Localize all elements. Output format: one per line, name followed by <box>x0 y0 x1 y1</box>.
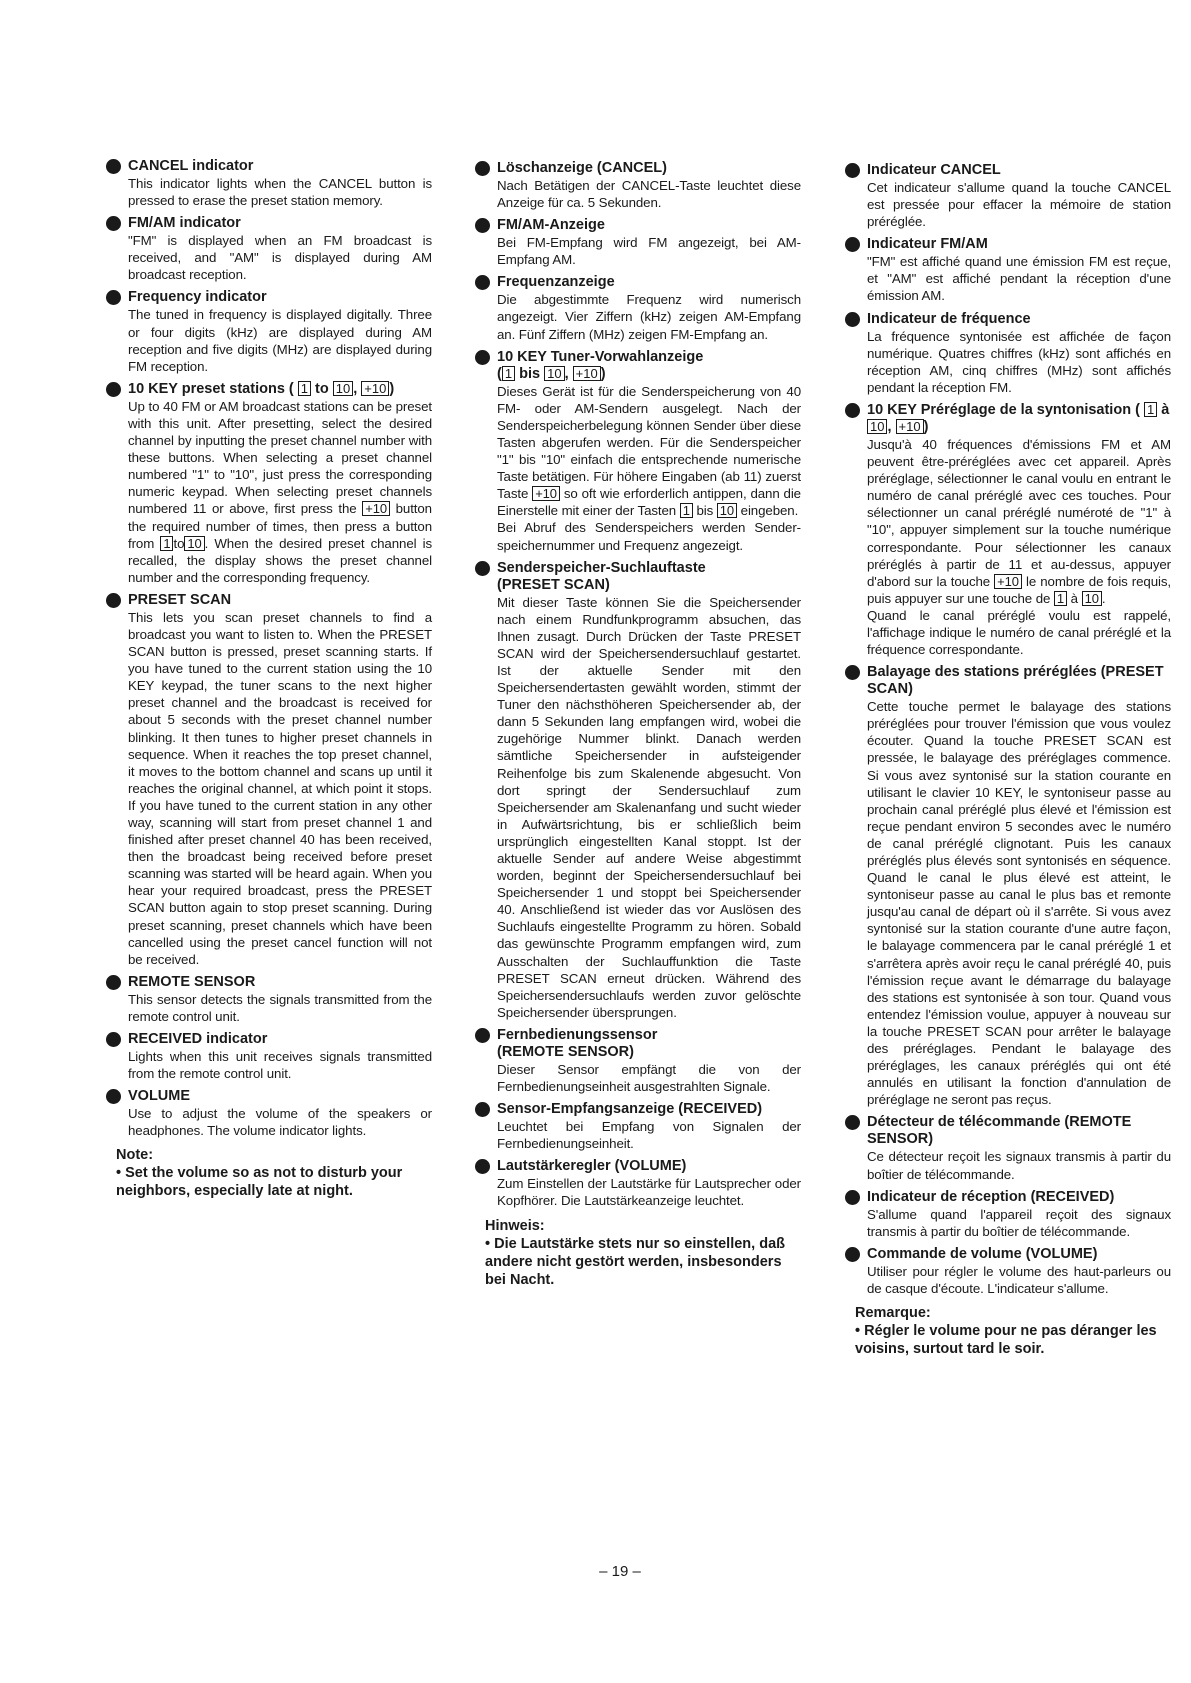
section-body <box>867 436 1171 658</box>
title-part: , <box>564 365 569 382</box>
key-plus10-icon: +10 <box>532 486 560 501</box>
title-part: ( <box>497 365 502 382</box>
en-fmam-indicator-section <box>106 215 432 283</box>
note-title: Remarque: <box>855 1304 931 1321</box>
key-1-icon: 1 <box>1054 591 1067 606</box>
title-part: , <box>353 380 358 397</box>
title-part: bis <box>519 365 541 382</box>
key-10-icon: 10 <box>867 419 887 434</box>
note-title: Note: <box>116 1147 154 1164</box>
note-text: • Set the volume so as not to disturb your neighbors, especially late at night. <box>116 1165 403 1200</box>
section-body: Ce détecteur reçoit les signaux transmis à partir du boîtier de télécommande. <box>867 1149 1171 1182</box>
german-column <box>475 160 801 1289</box>
title-line: Fernbedienungssensor <box>497 1026 658 1043</box>
section-body: Die abgestimmte Frequenz wird numerisch angezeigt. Vier Ziffern (kHz) zeigen AM-Empfang an. Fünf Ziffern (MHz) zeigen FM-Empfang an. <box>497 292 801 342</box>
body-part: Jusqu'à 40 fréquences d'émissions FM et AM peuvent être-préréglées avec cet appareil. Après préréglage, sélectionner le canal voulu en entrant le numéro de canal préréglé avec ces touches. Pour sélectionner un canal préréglé numéroté de "1" à "10", appuyer simplement sur la touche numérique correspondante. Pour sélectionner les canaux préréglés à partir de 11 et au-dessus, appuyer d'abord sur la touche <box>867 436 1171 589</box>
section-title: Sensor-Empfangsanzeige (RECEIVED) <box>497 1101 763 1118</box>
section-title: REMOTE SENSOR <box>128 973 256 990</box>
fr-remote-sensor-section <box>845 1114 1171 1182</box>
key-plus10-icon: +10 <box>573 366 601 381</box>
bullet-icon <box>106 159 121 174</box>
section-body: La fréquence syntonisée est affichée de façon numérique. Quatres chiffres (kHz) sont affichés en réception AM, cinq chiffres (MHz) sont affichés pendant la réception FM. <box>867 328 1171 395</box>
bullet-icon <box>845 665 860 680</box>
section-title: FM/AM-Anzeige <box>497 217 605 234</box>
de-preset-scan-section <box>475 560 801 1021</box>
english-column <box>106 158 432 1200</box>
key-plus10-icon: +10 <box>896 419 924 434</box>
bullet-icon <box>106 1032 121 1047</box>
body-part: so oft wie erforderlich antippen, dann die Einerstelle mit einer der Tasten <box>497 486 801 519</box>
section-body: Cette touche permet le balayage des stations préréglées pour trouver l'émission que vous voulez écouter. Quand la touche PRESET SCAN est pressée, le balayage des préréglages commence. Si vous avez syntonisé sur la station courante en utilisant le clavier 10 KEY, le syntoniseur passe au prochain canal préréglé plus élevé et l'émission est reçue pendant environ 5 secondes avec le numéro de canal préréglé clignotant. Puis les canaux préréglés plus élevés sont syntonisés en séquence. Quand le canal le plus élevé est atteint, le syntoniseur passe au canal le plus bas et remonte jusqu'au canal de départ où il s'arrête. Si vous avez syntonisé sur la station courante d'une autre façon, le balayage commencera par le canal préréglé 1 et s'arrêtera après avoir reçu le canal préréglé 40, puis l'émission reçue avant le démarrage du balayage des stations est syntonisée à son tour. Quand vous entendez l'émission voulue, appuyer à nouveau sur la touche PRESET SCAN pour arrêter le balayage des préréglages. Pendant le balayage des préréglages, les canaux préréglés qui ont été annulés en utilisant la fonction d'annulation de préréglage ne seront pas reçus. <box>867 699 1171 1108</box>
bullet-icon <box>475 1028 490 1043</box>
title-part: ) <box>389 380 395 397</box>
de-fmam-indicator-section <box>475 217 801 268</box>
title-line: (REMOTE SENSOR) <box>497 1043 634 1060</box>
section-title <box>497 349 801 383</box>
section-body: Cet indicateur s'allume quand la touche CANCEL est pressée pour effacer la mémoire de station préréglée. <box>867 180 1171 230</box>
fr-10key-section <box>845 402 1171 658</box>
bullet-icon <box>475 161 490 176</box>
bullet-icon <box>845 163 860 178</box>
section-title <box>497 560 801 594</box>
section-body: This sensor detects the signals transmitted from the remote control unit. <box>128 991 432 1024</box>
body-part: Quand le canal préréglé voulu est rappelé, l'affichage indique le numéro de canal préréglé et la fréquence correspondante. <box>867 607 1171 658</box>
key-10-icon: 10 <box>184 536 204 551</box>
bullet-icon <box>845 1115 860 1130</box>
key-1-icon: 1 <box>680 503 693 518</box>
note-text: • Régler le volume pour ne pas déranger les voisins, surtout tard le soir. <box>855 1322 1157 1357</box>
body-part: Bei Abruf des Senderspeichers werden Sender-speichernummer und Frequenz angezeigt. <box>497 520 801 553</box>
section-body: Mit dieser Taste können Sie die Speichersender nach einem Rundfunkprogramm absuchen, das Ihnen zusagt. Durch Drücken der Taste PRESET SCAN wird der Speichersendersuchlauf gestartet. Ist der aktuelle Sender mit den Speichersendertasten gewählt worden, stimmt der Tuner den nächsthöheren Speichersender ab, der dann 5 Sekunden lang empfangen wird, wobei die zugehörige Nummer blinkt. Danach werden sämtliche Speichersender in aufsteigender Reihenfolge bis zum Skalenende abgesucht. Von dort springt der Sendersuchlauf zum Speichersender am Skalenanfang und sucht wieder in Aufwärtsrichtung, bis er schließlich beim ursprünglich eingestellten Kanal stoppt. Ist der aktuelle Sender auf andere Weise abgestimmt worden, beginnt der Speichersendersuchlauf bei Speichersender 1 und stoppt bei Speichersender 40. Anschließend ist wieder das vor Auslösen des Suchlaufs eingestellte Programm zu hören. Sobald das gewünschte Programm empfangen wird, zum Ausschalten der Suchlauffunktion die Taste PRESET SCAN erneut drücken. Während des Speichersendersuchlaufs werden zuvor gelöschte Speichersender übersprungen. <box>497 594 801 1020</box>
section-body: "FM" is displayed when an FM broadcast is received, and "AM" is displayed during AM broadcast reception. <box>128 233 432 283</box>
fr-note <box>845 1305 1171 1358</box>
key-1-icon: 1 <box>298 381 311 396</box>
section-body: Zum Einstellen der Lautstärke für Lautsprecher oder Kopfhörer. Die Lautstärkeanzeige leuchtet. <box>497 1176 801 1209</box>
section-body <box>128 398 432 586</box>
en-frequency-indicator-section <box>106 289 432 374</box>
bullet-icon <box>106 1089 121 1104</box>
fr-frequency-indicator-section <box>845 311 1171 396</box>
key-1-icon: 1 <box>502 366 515 381</box>
title-part: ) <box>600 365 606 382</box>
bullet-icon <box>475 1159 490 1174</box>
title-part: , <box>887 418 892 435</box>
section-body: "FM" est affiché quand une émission FM est reçue, et "AM" est affiché pendant la réception d'une émission AM. <box>867 254 1171 304</box>
body-part: . When the desired preset channel is recalled, the display shows the preset channel number and the corresponding frequency. <box>128 535 432 585</box>
bullet-icon <box>106 593 121 608</box>
key-plus10-icon: +10 <box>994 574 1022 589</box>
bullet-icon <box>106 975 121 990</box>
section-body: The tuned in frequency is displayed digitally. Three or four digits (kHz) are displayed during AM reception and five digits (MHz) are displayed during FM reception. <box>128 307 432 374</box>
section-body: Dieser Sensor empfängt die von der Fernbedienungseinheit ausgestrahlten Signale. <box>497 1061 801 1095</box>
section-title: Indicateur CANCEL <box>867 162 1001 178</box>
section-body: S'allume quand l'appareil reçoit des signaux transmis à partir du boîtier de télécommande. <box>867 1206 1171 1239</box>
note-text: • Die Lautstärke stets nur so einstellen, daß andere nicht gestört werden, insbesonders bei Nacht. <box>485 1235 785 1288</box>
key-plus10-icon: +10 <box>362 501 390 516</box>
en-cancel-indicator-section <box>106 158 432 209</box>
de-received-indicator-section <box>475 1101 801 1152</box>
title-part: ) <box>923 418 929 435</box>
de-remote-sensor-section <box>475 1027 801 1095</box>
section-title: Détecteur de télécommande (REMOTE SENSOR) <box>867 1114 1132 1148</box>
body-part: à <box>1070 590 1078 606</box>
key-1-icon: 1 <box>1144 402 1157 417</box>
section-body: Lights when this unit receives signals transmitted from the remote control unit. <box>128 1049 432 1082</box>
section-body: Utiliser pour régler le volume des haut-parleurs ou de casque d'écoute. L'indicateur s'allume. <box>867 1263 1171 1296</box>
section-title <box>128 381 432 398</box>
de-note <box>475 1218 801 1289</box>
section-title: Indicateur FM/AM <box>867 236 988 253</box>
body-part: Dieses Gerät ist für die Senderspeicherung von 40 FM- oder AM-Sendern ausgelegt. Nach der Senderspeicherbelegung können Sender über diese Tasten abgerufen werden. Für die Senderspeicher "1" bis "10" einfach die entsprechende numerische Taste betätigen. Für höhere Eingaben (ab 11) zuerst Taste <box>497 383 801 502</box>
bullet-icon <box>845 312 860 327</box>
section-title: Commande de volume (VOLUME) <box>867 1245 1098 1262</box>
en-volume-section <box>106 1088 432 1139</box>
note-title: Hinweis: <box>485 1217 545 1234</box>
title-line: 10 KEY Tuner-Vorwahlanzeige <box>497 348 704 365</box>
title-part: 10 KEY Préréglage de la syntonisation ( <box>867 401 1140 418</box>
key-1-icon: 1 <box>160 536 173 551</box>
key-plus10-icon: +10 <box>361 381 389 396</box>
bullet-icon <box>845 237 860 252</box>
bullet-icon <box>845 1190 860 1205</box>
key-10-icon: 10 <box>544 366 564 381</box>
key-10-icon: 10 <box>333 381 353 396</box>
french-column <box>845 162 1171 1358</box>
body-part: button the required number of times, then press a button from <box>128 501 432 551</box>
section-body: This indicator lights when the CANCEL button is pressed to erase the preset station memory. <box>128 176 432 209</box>
body-part: le nombre de fois requis, puis appuyer sur une touche de <box>867 573 1172 606</box>
bullet-icon <box>845 1247 860 1262</box>
section-body: Nach Betätigen der CANCEL-Taste leuchtet diese Anzeige für ca. 5 Sekunden. <box>497 178 801 211</box>
title-line: (PRESET SCAN) <box>497 576 610 593</box>
bullet-icon <box>106 216 121 231</box>
section-title: Frequency indicator <box>128 289 267 306</box>
section-body: Bei FM-Empfang wird FM angezeigt, bei AM-Empfang AM. <box>497 235 801 268</box>
en-10key-section <box>106 381 432 586</box>
body-part: eingeben. <box>740 503 799 519</box>
body-part: Up to 40 FM or AM broadcast stations can be preset with this unit. After presetting, select the desired channel by inputting the preset channel number with these buttons. When selecting a preset channel numbered "1" to "10", just press the corresponding numeric keypad. When selecting preset channels numbered 11 or above, first press the <box>128 398 432 517</box>
section-title: Indicateur de réception (RECEIVED) <box>867 1188 1115 1205</box>
body-part: bis <box>696 503 714 519</box>
title-line: Senderspeicher-Suchlauftaste <box>497 559 706 576</box>
section-body: Leuchtet bei Empfang von Signalen der Fernbedienungseinheit. <box>497 1119 801 1152</box>
de-frequency-indicator-section <box>475 274 801 342</box>
title-part: 10 KEY preset stations ( <box>128 380 294 397</box>
de-volume-section <box>475 1158 801 1209</box>
en-note <box>106 1147 432 1200</box>
bullet-icon <box>845 403 860 418</box>
bullet-icon <box>475 275 490 290</box>
section-body: This lets you scan preset channels to find a broadcast you want to listen to. When the PRESET SCAN button is pressed, preset scanning starts. If you have tuned to the current station using the 10 KEY keypad, the tuner scans to the next higher preset channel and the broadcast is received for about 5 seconds with the preset channel number blinking. It then tunes to higher preset channels in sequence. When it reaches the top preset channel, it moves to the bottom channel and scans up until it reaches the original channel, at which point it stops. If you have tuned to the current station in any other way, scanning will start from preset channel 1 and finished after preset channel 40 has been received, then the broadcast being received before preset scanning was started will be heard again. When you hear your required broadcast, press the PRESET SCAN button again to stop preset scanning. During preset scanning, preset channels which have been cancelled using the preset cancel function will not be received. <box>128 609 432 967</box>
section-body <box>497 383 801 554</box>
en-received-indicator-section <box>106 1031 432 1082</box>
bullet-icon <box>475 561 490 576</box>
bullet-icon <box>475 350 490 365</box>
fr-volume-section <box>845 1246 1171 1297</box>
body-part: . <box>1101 590 1106 606</box>
bullet-icon <box>475 1102 490 1117</box>
section-title: Löschanzeige (CANCEL) <box>497 160 667 176</box>
section-title <box>867 402 1171 436</box>
fr-cancel-indicator-section <box>845 162 1171 230</box>
section-title: VOLUME <box>128 1088 191 1105</box>
body-part: to <box>173 535 185 551</box>
bullet-icon <box>106 382 121 397</box>
section-title: RECEIVED indicator <box>128 1031 268 1048</box>
fr-fmam-indicator-section <box>845 236 1171 304</box>
bullet-icon <box>475 218 490 233</box>
section-title: Frequenzanzeige <box>497 274 615 291</box>
en-preset-scan-section <box>106 592 432 968</box>
de-cancel-indicator-section <box>475 160 801 211</box>
fr-received-indicator-section <box>845 1189 1171 1240</box>
key-10-icon: 10 <box>717 503 737 518</box>
bullet-icon <box>106 290 121 305</box>
section-title: FM/AM indicator <box>128 215 241 232</box>
section-title: PRESET SCAN <box>128 591 232 608</box>
title-part: to <box>315 380 329 397</box>
key-10-icon: 10 <box>1082 591 1102 606</box>
page-number: – 19 – <box>599 1563 641 1580</box>
de-10key-section <box>475 349 801 554</box>
section-title <box>497 1027 801 1061</box>
en-remote-sensor-section <box>106 974 432 1025</box>
title-part: à <box>1161 401 1170 418</box>
section-body: Use to adjust the volume of the speakers or headphones. The volume indicator lights. <box>128 1106 432 1139</box>
section-title: Lautstärkeregler (VOLUME) <box>497 1158 687 1175</box>
section-title: CANCEL indicator <box>128 158 254 174</box>
section-title: Balayage des stations préréglées (PRESET SCAN) <box>867 664 1164 698</box>
section-title: Indicateur de fréquence <box>867 310 1031 327</box>
fr-preset-scan-section <box>845 664 1171 1108</box>
